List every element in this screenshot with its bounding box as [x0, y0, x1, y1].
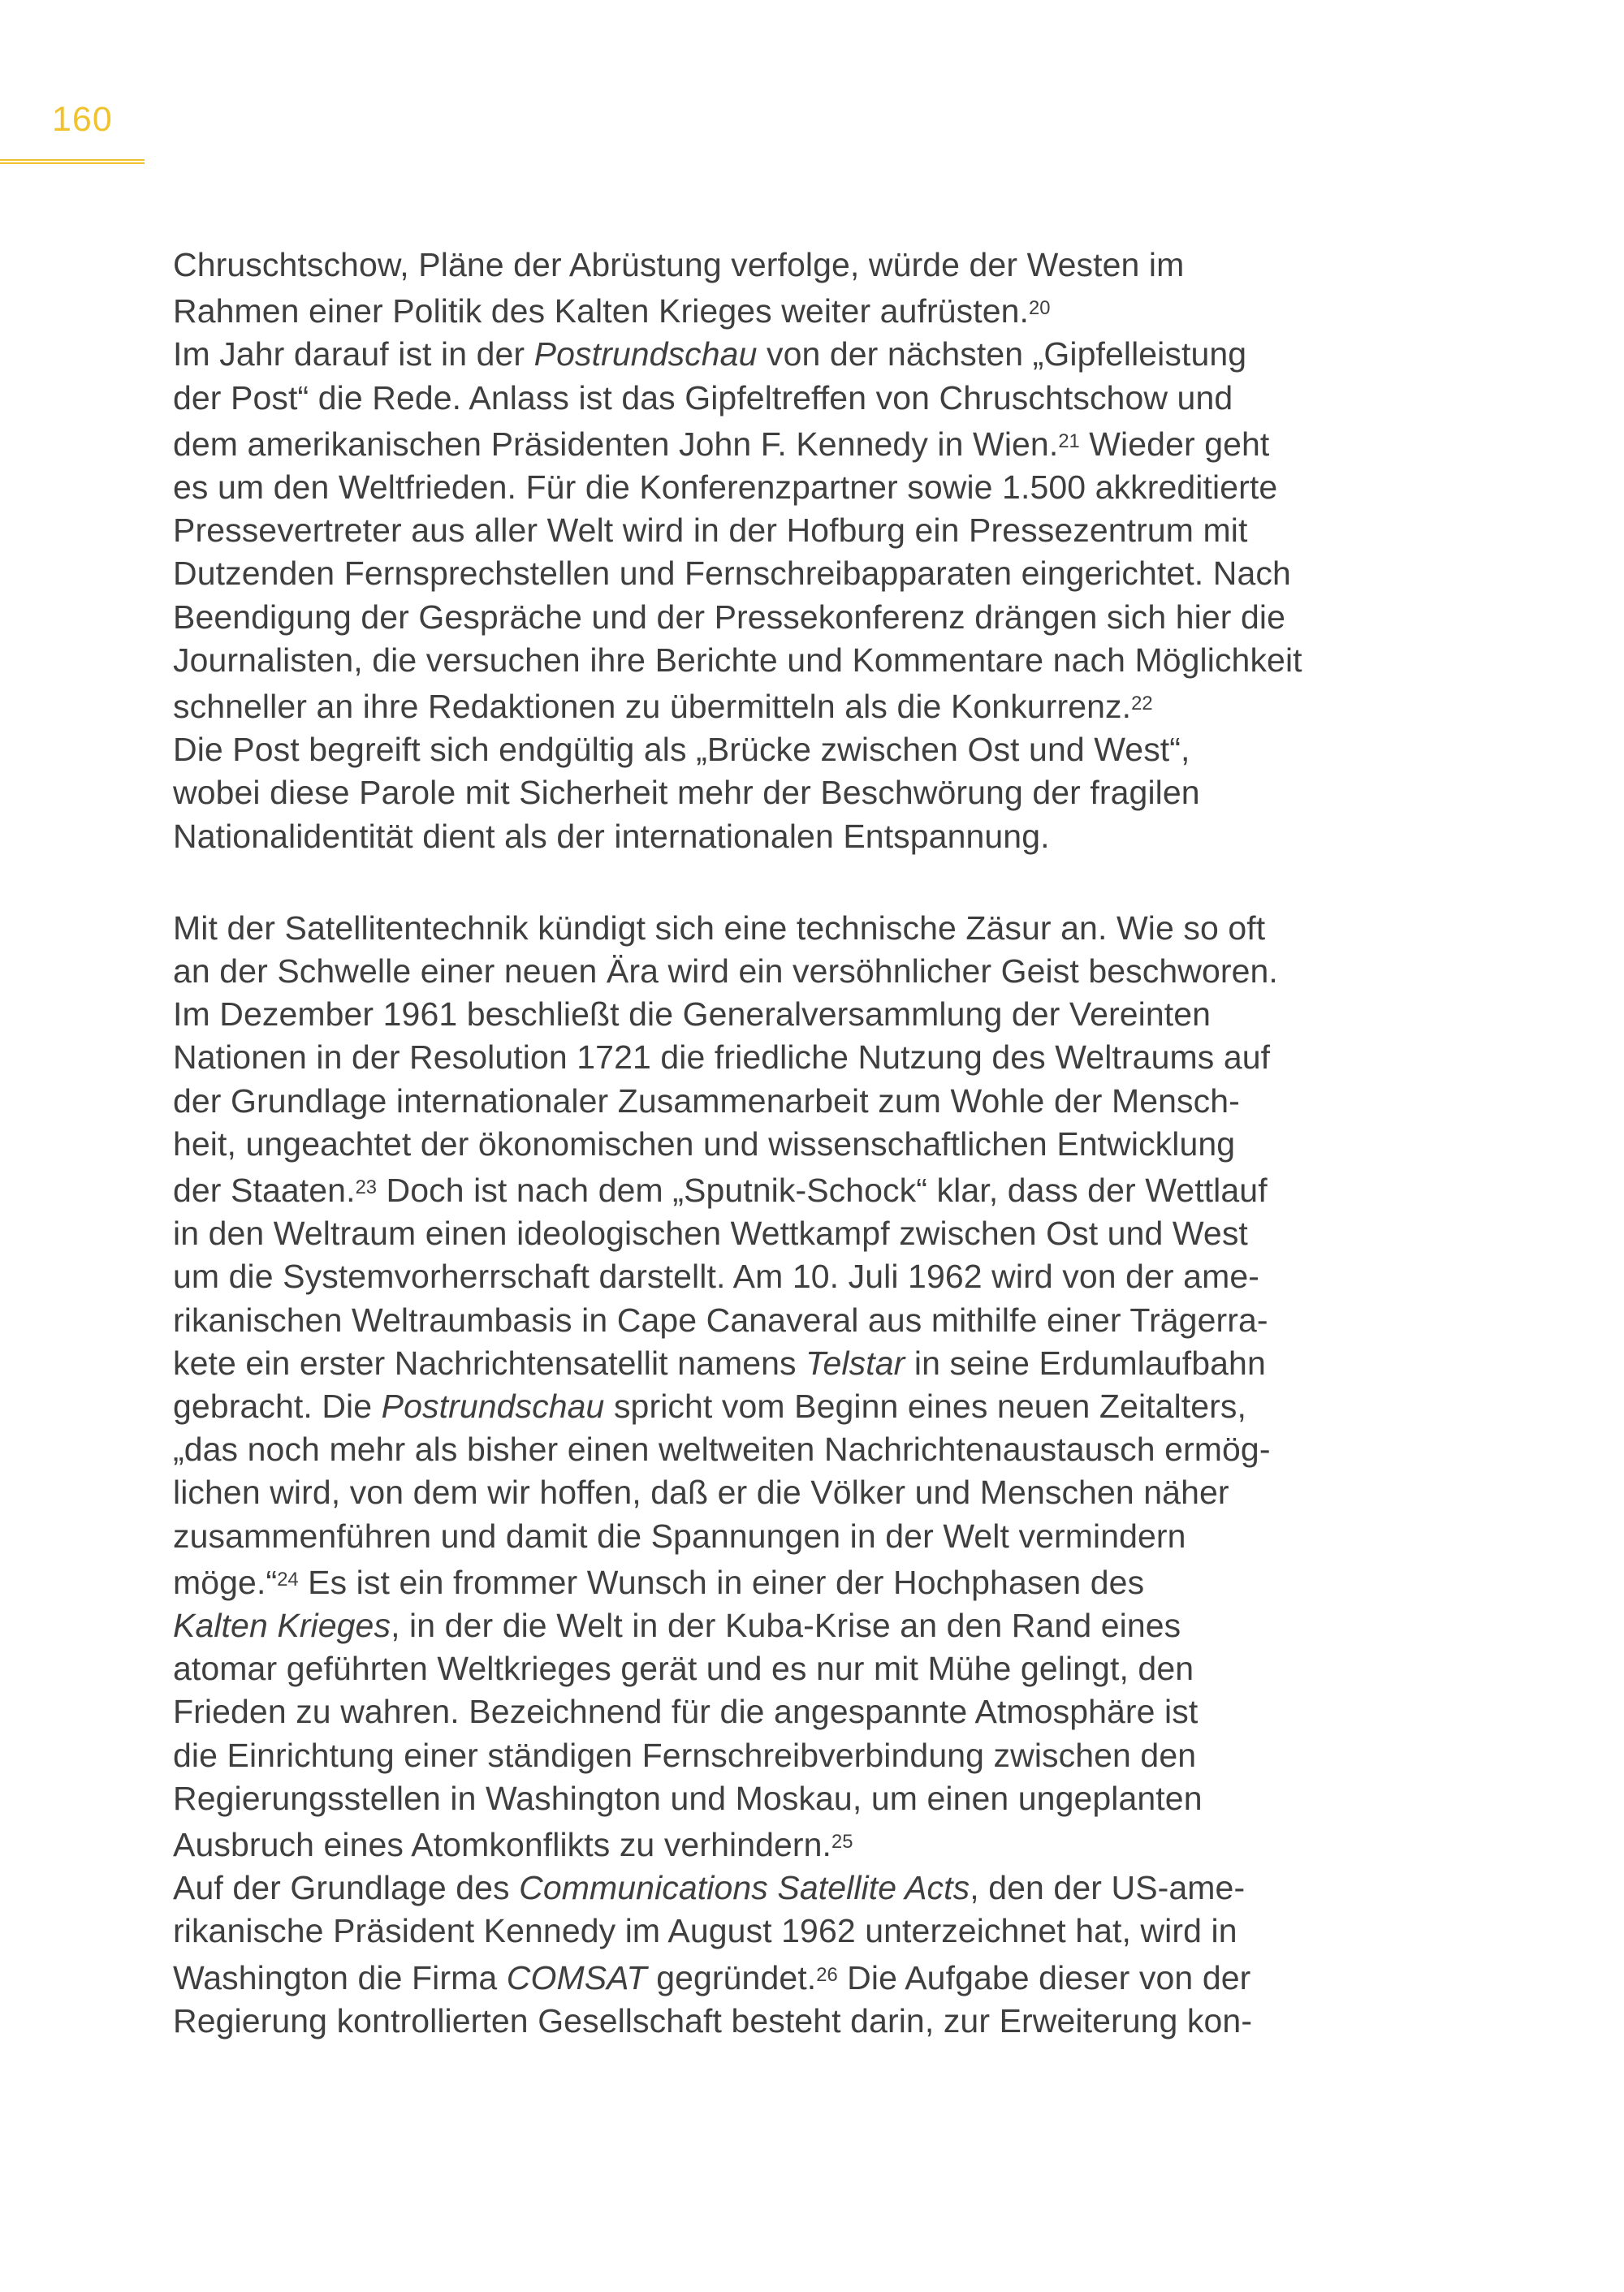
- text-block: [173, 244, 1310, 2043]
- text-line: [173, 993, 1310, 1036]
- text-segment: Rahmen einer Politik des Kalten Krieges weiter aufrüsten.: [173, 292, 1030, 330]
- text-segment: dem amerikanischen Präsidenten John F. Kennedy in Wien.: [173, 425, 1059, 463]
- text-segment: spricht vom Beginn eines neuen Zeitalters,: [604, 1388, 1247, 1426]
- text-segment: möge.“: [173, 1563, 278, 1601]
- text-segment: Telstar: [806, 1344, 905, 1382]
- page-number: 160: [52, 100, 113, 139]
- text-line: [173, 1212, 1310, 1255]
- text-line: [173, 1255, 1310, 1298]
- text-segment: Die Post begreift sich endgültig als „Brücke zwischen Ost und West“,: [173, 731, 1190, 769]
- text-line: [173, 420, 1310, 466]
- text-segment: gebracht. Die: [173, 1388, 382, 1426]
- text-line: [173, 1777, 1310, 1820]
- text-line: [173, 509, 1310, 552]
- text-line: [173, 466, 1310, 509]
- text-line: [173, 1385, 1310, 1428]
- footnote-marker: 21: [1058, 429, 1080, 452]
- text-segment: schneller an ihre Redaktionen zu übermitteln als die Konkurrenz.: [173, 687, 1132, 725]
- text-line: [173, 1734, 1310, 1777]
- text-line: [173, 333, 1310, 376]
- text-segment: Kalten Krieges: [173, 1607, 391, 1645]
- paragraph: [173, 907, 1310, 2043]
- text-line: [173, 596, 1310, 639]
- text-line: [173, 1515, 1310, 1558]
- text-segment: Es ist ein frommer Wunsch in einer der Hochphasen des: [298, 1563, 1145, 1601]
- text-segment: der Staaten.: [173, 1172, 356, 1209]
- text-segment: es um den Weltfrieden. Für die Konferenzpartner sowie 1.500 akkreditierte: [173, 468, 1278, 506]
- text-line: [173, 1080, 1310, 1123]
- text-segment: Beendigung der Gespräche und der Pressekonferenz drängen sich hier die: [173, 598, 1285, 636]
- text-line: [173, 1428, 1310, 1471]
- text-line: [173, 2000, 1310, 2043]
- text-line: [173, 1604, 1310, 1647]
- text-segment: „das noch mehr als bisher einen weltweiten Nachrichtenaustausch ermög-: [173, 1431, 1271, 1469]
- text-segment: der Post“ die Rede. Anlass ist das Gipfeltreffen von Chruschtschow und: [173, 378, 1233, 417]
- text-segment: an der Schwelle einer neuen Ära wird ein versöhnlicher Geist beschworen.: [173, 952, 1278, 990]
- text-line: [173, 1953, 1310, 2000]
- accent-double-rule: [0, 159, 145, 164]
- text-segment: rikanische Präsident Kennedy im August 1962 unterzeichnet hat, wird in: [173, 1912, 1237, 1950]
- text-segment: , den der US-ame-: [970, 1869, 1246, 1907]
- footnote-marker: 20: [1029, 297, 1051, 320]
- text-segment: Dutzenden Fernsprechstellen und Fernschreibapparaten eingerichtet. Nach: [173, 555, 1291, 593]
- footnote-marker: 22: [1131, 693, 1153, 714]
- text-segment: Mit der Satellitentechnik kündigt sich eine technische Zäsur an. Wie so oft: [173, 909, 1266, 947]
- text-line: [173, 639, 1310, 682]
- text-segment: , in der die Welt in der Kuba-Krise an den Rand eines: [391, 1607, 1181, 1645]
- text-line: [173, 244, 1310, 287]
- text-segment: atomar geführten Weltkrieges gerät und es nur mit Mühe gelingt, den: [173, 1650, 1194, 1688]
- text-line: [173, 1299, 1310, 1342]
- text-segment: Postrundschau: [381, 1388, 605, 1426]
- text-segment: Regierungsstellen in Washington und Moskau, um einen ungeplanten: [173, 1779, 1203, 1817]
- text-segment: Regierung kontrollierten Gesellschaft besteht darin, zur Erweiterung kon-: [173, 2001, 1253, 2039]
- text-segment: Washington die Firma: [173, 1958, 507, 1996]
- text-line: [173, 287, 1310, 333]
- text-segment: Doch ist nach dem „Sputnik-Schock“ klar, dass der Wettlauf: [377, 1172, 1268, 1209]
- text-line: [173, 1166, 1310, 1212]
- text-line: [173, 1910, 1310, 1953]
- text-line: [173, 950, 1310, 993]
- text-segment: Journalisten, die versuchen ihre Berichte und Kommentare nach Möglichkeit: [173, 641, 1302, 679]
- text-line: [173, 1123, 1310, 1166]
- text-line: [173, 1690, 1310, 1733]
- text-segment: Im Dezember 1961 beschließt die Generalversammlung der Vereinten: [173, 995, 1212, 1034]
- text-segment: Nationalidentität dient als der internationalen Entspannung.: [173, 817, 1050, 855]
- text-line: [173, 1471, 1310, 1514]
- text-segment: die Einrichtung einer ständigen Fernschreibverbindung zwischen den: [173, 1736, 1197, 1774]
- text-line: [173, 1342, 1310, 1385]
- text-segment: wobei diese Parole mit Sicherheit mehr der Beschwörung der fragilen: [173, 774, 1200, 812]
- text-line: [173, 771, 1310, 814]
- footnote-marker: 24: [277, 1568, 299, 1591]
- text-line: [173, 1036, 1310, 1079]
- text-segment: Ausbruch eines Atomkonflikts zu verhindern.: [173, 1826, 832, 1864]
- text-segment: Chruschtschow, Pläne der Abrüstung verfolge, würde der Westen im: [173, 246, 1185, 283]
- text-segment: in den Weltraum einen ideologischen Wettkampf zwischen Ost und West: [173, 1215, 1248, 1253]
- text-segment: gegründet.: [646, 1958, 817, 1996]
- text-segment: heit, ungeachtet der ökonomischen und wissenschaftlichen Entwicklung: [173, 1124, 1236, 1163]
- text-segment: in seine Erdumlaufbahn: [905, 1344, 1266, 1382]
- text-line: [173, 552, 1310, 595]
- text-segment: Communications Satellite Acts: [519, 1869, 970, 1907]
- text-segment: Wieder geht: [1079, 425, 1270, 463]
- text-segment: von der nächsten „Gipfelleistung: [757, 335, 1247, 373]
- text-segment: Die Aufgabe dieser von der: [837, 1958, 1251, 1996]
- text-segment: Postrundschau: [533, 335, 758, 373]
- text-line: [173, 815, 1310, 858]
- text-segment: rikanischen Weltraumbasis in Cape Canaveral aus mithilfe einer Trägerra-: [173, 1301, 1268, 1339]
- text-segment: Frieden zu wahren. Bezeichnend für die angespannte Atmosphäre ist: [173, 1693, 1199, 1731]
- footnote-marker: 26: [816, 1963, 838, 1986]
- text-segment: kete ein erster Nachrichtensatellit namens: [173, 1344, 806, 1382]
- footnote-marker: 23: [355, 1176, 378, 1199]
- footnote-marker: 25: [831, 1831, 853, 1854]
- text-segment: Pressevertreter aus aller Welt wird in der Hofburg ein Pressezentrum mit: [173, 511, 1248, 550]
- text-line: [173, 1647, 1310, 1690]
- text-segment: lichen wird, von dem wir hoffen, daß er die Völker und Menschen näher: [173, 1474, 1229, 1512]
- text-line: [173, 1820, 1310, 1867]
- text-segment: Im Jahr darauf ist in der: [173, 335, 534, 373]
- text-segment: Nationen in der Resolution 1721 die friedliche Nutzung des Weltraums auf: [173, 1038, 1271, 1077]
- text-segment: Auf der Grundlage des: [173, 1869, 520, 1907]
- text-line: [173, 1558, 1310, 1604]
- text-segment: um die Systemvorherrschaft darstellt. Am 10. Juli 1962 wird von der ame-: [173, 1258, 1259, 1296]
- text-line: [173, 907, 1310, 950]
- text-line: [173, 377, 1310, 420]
- text-line: [173, 1867, 1310, 1910]
- paragraph: [173, 244, 1310, 858]
- text-segment: COMSAT: [506, 1958, 647, 1996]
- text-segment: der Grundlage internationaler Zusammenarbeit zum Wohle der Mensch-: [173, 1081, 1240, 1120]
- text-line: [173, 728, 1310, 771]
- text-line: [173, 682, 1310, 728]
- text-segment: zusammenführen und damit die Spannungen in der Welt vermindern: [173, 1517, 1186, 1555]
